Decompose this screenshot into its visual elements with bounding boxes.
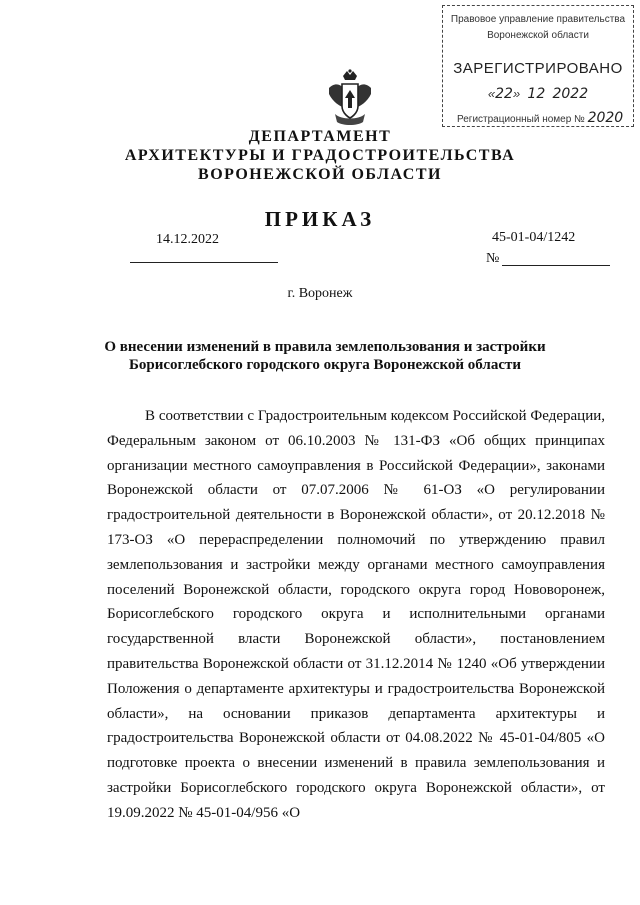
dept-name-line3: ВОРОНЕЖСКОЙ ОБЛАСТИ: [198, 166, 442, 183]
dept-name-line1: ДЕПАРТАМЕНТ: [248, 128, 392, 145]
stamp-date-month: 12: [527, 86, 546, 102]
number-sign: №: [486, 251, 500, 266]
stamp-reg-value: 2020: [587, 110, 624, 126]
number-underline: [502, 265, 610, 266]
document-city: г. Воронеж: [287, 286, 353, 301]
document-number: 45-01-04/1242: [492, 230, 576, 245]
stamp-date-year: 2022: [552, 86, 589, 102]
document-body: [107, 404, 605, 826]
registration-stamp: [442, 5, 634, 127]
coat-of-arms-emblem: [325, 68, 375, 130]
stamp-org-line2: Воронежской области: [487, 30, 589, 41]
stamp-reg-number: [443, 110, 640, 126]
stamp-org-line1: Правовое управление правительства: [450, 14, 626, 25]
stamp-date-day: 22: [495, 86, 513, 102]
document-title: О внесении изменений в правила землепользования и застройки Борисоглебского городского округа Воронежской области: [104, 339, 546, 373]
stamp-date: «22» 12 2022: [487, 86, 589, 102]
dept-name-line2: АРХИТЕКТУРЫ И ГРАДОСТРОИТЕЛЬСТВА: [124, 147, 516, 164]
date-underline: [130, 262, 278, 263]
body-paragraph: В соответствии с Градостроительным кодексом Российской Федерации, Федеральным законом от 06.10.2003 № 131-ФЗ «Об общих принципах организации местного самоуправления в Российской Федерации», законами Воронежской области от 07.07.2006 № 61-ОЗ «О регулировании градостроительной деятельности в Воронежской области», от 20.12.2018 № 173-ОЗ «О перераспределении полномочий по утверждению правил землепользования и застройки между органами местного самоуправления поселений Воронежской области, городского округа город Нововоронеж, Борисоглебского городского округа и исполнительными органами государственной власти Воронежской области», постановлением правительства Воронежской области от 31.12.2014 № 1240 «Об утверждении Положения о департаменте архитектуры и градостроительства Воронежской области», на основании приказов департамента архитектуры и градостроительства Воронежской области от 04.08.2022 № 45-01-04/805 «О подготовке проекта о внесении изменений в правила землепользования и застройки Борисоглебского городского округа Воронежской области», от 19.09.2022 № 45-01-04/956 «О: [107, 408, 605, 821]
stamp-reg-label: Регистрационный номер №: [457, 114, 585, 125]
stamp-status: ЗАРЕГИСТРИРОВАНО: [453, 60, 623, 77]
document-date: 14.12.2022: [156, 232, 219, 247]
document-type: ПРИКАЗ: [264, 207, 376, 231]
